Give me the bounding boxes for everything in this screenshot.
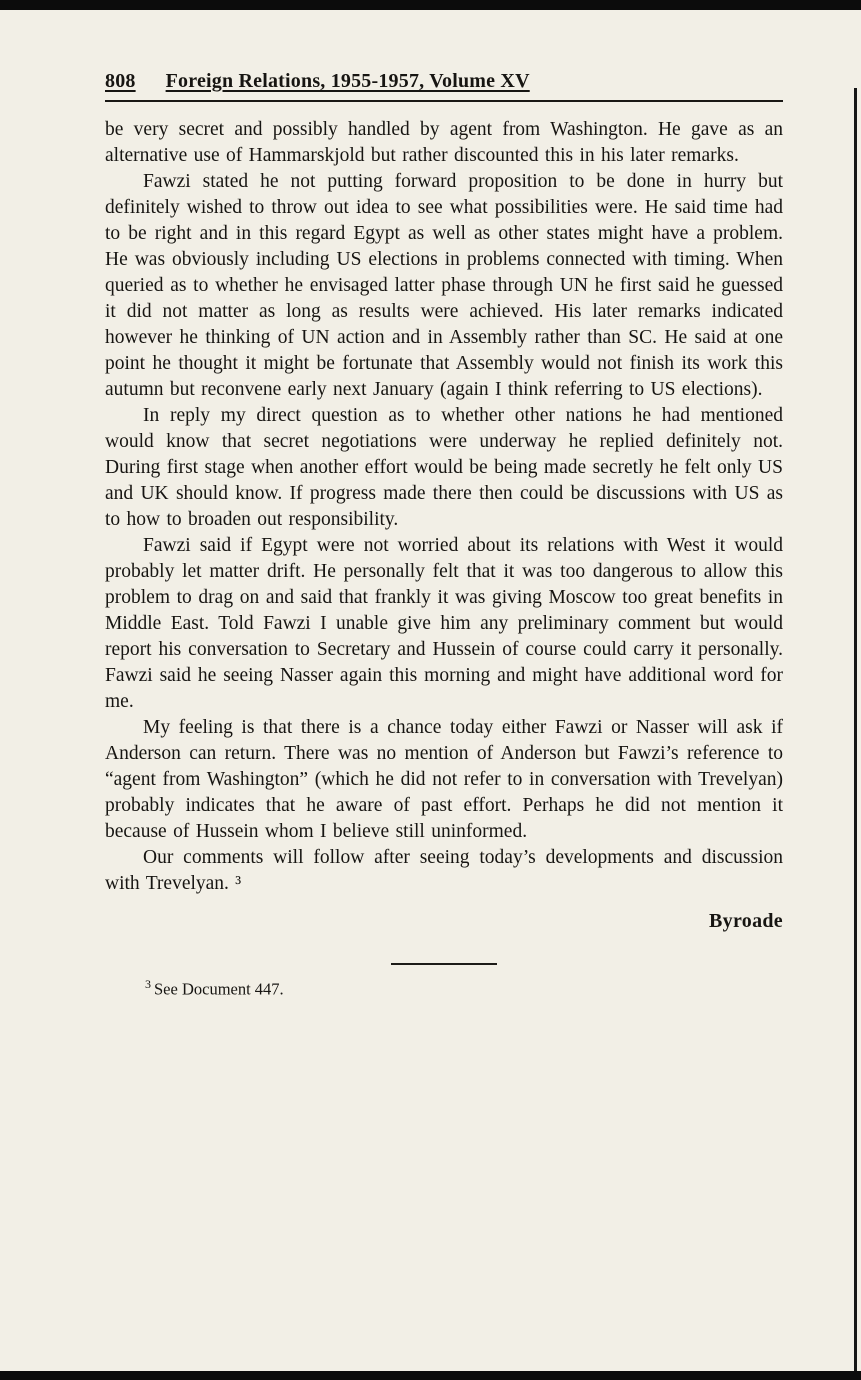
paragraph: My feeling is that there is a chance today either Fawzi or Nasser will ask if Anderson can return. There was no mention of Anderson but Fawzi’s reference to “agent from Washington” (which he did not refer to in conversation with Trevelyan) probably indicates that he aware of past effort. Perhaps he did not mention it because of Hussein whom I believe still uninformed. bbox=[105, 717, 783, 842]
footnote-text: See Document 447. bbox=[154, 979, 284, 999]
footnote-separator bbox=[391, 963, 497, 965]
paragraph: Fawzi said if Egypt were not worried about its relations with West it would probably let matter drift. He personally felt that it was too dangerous to allow this problem to drag on and said that frankly it was giving Moscow too great benefits in Middle East. Told Fawzi I unable give him any preliminary comment but would report his conversation to Secretary and Hussein of course could carry it personally. Fawzi said he seeing Nasser again this morning and might have additional word for me. bbox=[105, 535, 783, 712]
paragraph: Our comments will follow after seeing today’s developments and discussion with Trevelyan. ³ bbox=[105, 847, 783, 894]
signature: Byroade bbox=[709, 910, 783, 932]
paragraph: Fawzi stated he not putting forward proposition to be done in hurry but definitely wished to throw out idea to see what possibilities were. He said time had to be right and in this regard Egypt as well as other states might have a problem. He was obviously including US elections in problems connected with timing. When queried as to whether he envisaged latter phase through UN he first said he guessed it did not matter as long as results were achieved. His later remarks indicated however he thinking of UN action and in Assembly rather than SC. He said at one point he thought it might be fortunate that Assembly would not finish its work this autumn but reconvene early next January (again I think referring to US elections). bbox=[105, 171, 783, 400]
footnote-marker: 3 bbox=[145, 977, 151, 991]
page-number: 808 bbox=[105, 70, 136, 92]
running-title: Foreign Relations, 1955-1957, Volume XV bbox=[165, 70, 530, 92]
footnote bbox=[105, 973, 783, 1001]
scan-edge-bottom bbox=[0, 1371, 861, 1380]
paragraph-continuation: be very secret and possibly handled by agent from Washington. He gave as an alternative use of Hammarskjold but rather discounted this in his later remarks. bbox=[105, 119, 783, 166]
paragraph: In reply my direct question as to whether other nations he had mentioned would know that secret negotiations were underway he replied definitely not. During first stage when another effort would be being made secretly he felt only US and UK should know. If progress made there then could be discussions with US as to how to broaden out responsibility. bbox=[105, 405, 783, 530]
running-header bbox=[105, 70, 783, 102]
document-body bbox=[105, 117, 783, 897]
